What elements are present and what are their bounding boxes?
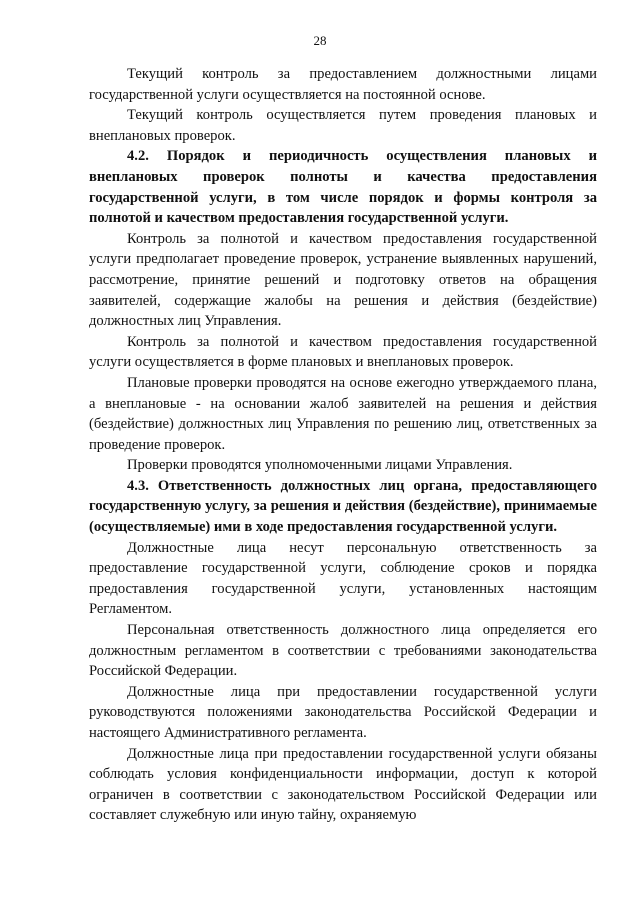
paragraph: Проверки проводятся уполномоченными лицами Управления. [127,457,513,474]
paragraph: Контроль за полнотой и качеством предоставления государственной услуги предполагает проведение проверок, устранение выявленных нарушений, рассмотрение, принятие решений и подготовку ответов на обращения заявителей, содержащие жалобы на решения и действия (бездействие) должностных лиц Управления. [89,230,597,330]
document-body [89,64,597,826]
paragraph: Должностные лица при предоставлении государственной услуги обязаны соблюдать условия конфиденциальности информации, доступ к которой ограничен в соответствии с законодательством Российской Федерации или составляет служебную или иную тайну, охраняемую [89,745,597,824]
section-heading: 4.2. Порядок и периодичность осуществления плановых и внеплановых проверок полноты и качества предоставления государственной услуги, в том числе порядок и формы контроля за полнотой и качеством предоставления государственной услуги. [89,148,597,227]
page-number: 28 [313,33,327,48]
paragraph: Должностные лица при предоставлении государственной услуги руководствуются положениями законодательства Российской Федерации и настоящего Административного регламента. [89,683,597,741]
paragraph: Текущий контроль за предоставлением должностными лицами государственной услуги осуществляется на постоянной основе. [89,66,597,103]
paragraph: Плановые проверки проводятся на основе ежегодно утверждаемого плана, а внеплановые - на основании жалоб заявителей на решения и действия (бездействие) должностных лиц Управления по решению лиц, ответственных за проведение проверок. [89,374,597,453]
section-heading: 4.3. Ответственность должностных лиц органа, предоставляющего государственную услугу, за решения и действия (бездействие), принимаемые (осуществляемые) ими в ходе предоставления государственной услуги. [89,477,597,536]
paragraph: Должностные лица несут персональную ответственность за предоставление государственной услуги, соблюдение сроков и порядка предоставления государственной услуги, установленных настоящим Регламентом. [89,539,597,618]
paragraph: Персональная ответственность должностного лица определяется его должностным регламентом в соответствии с требованиями законодательства Российской Федерации. [89,622,597,680]
paragraph: Текущий контроль осуществляется путем проведения плановых и внеплановых проверок. [89,107,597,144]
paragraph: Контроль за полнотой и качеством предоставления государственной услуги осуществляется в форме плановых и внеплановых проверок. [89,333,597,371]
